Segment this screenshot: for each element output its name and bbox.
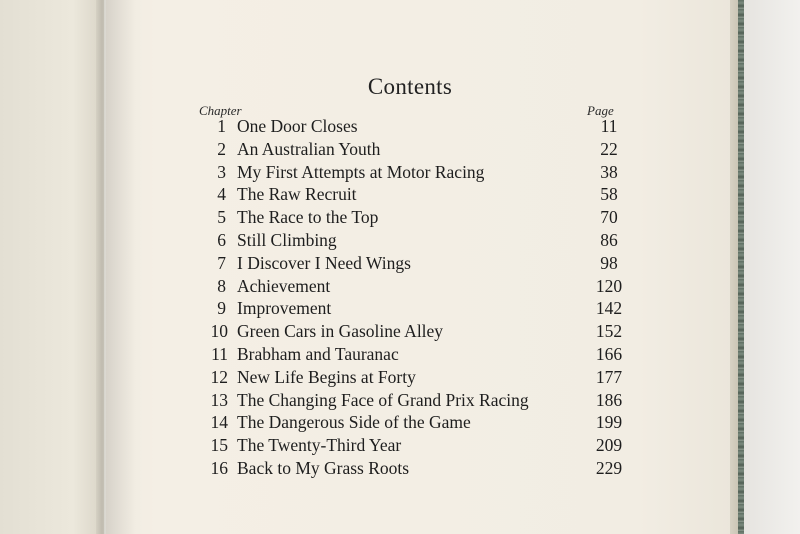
chapter-number: 5 (217, 207, 226, 228)
chapter-page: 229 (595, 458, 623, 478)
chapter-page: 86 (600, 230, 618, 250)
chapter-number: 15 (210, 435, 228, 456)
chapter-number: 2 (217, 138, 226, 159)
list-item (0, 457, 800, 479)
chapter-page: 70 (600, 207, 618, 228)
chapter-number: 6 (217, 230, 226, 250)
list-item (0, 206, 800, 228)
list-item (0, 115, 800, 137)
chapter-title: I Discover I Need Wings (237, 252, 411, 273)
chapter-title: Achievement (237, 275, 331, 296)
chapter-title: Improvement (237, 298, 332, 319)
list-item (0, 343, 800, 365)
chapter-page: 166 (595, 344, 623, 364)
chapter-title: Brabham and Tauranac (237, 344, 399, 364)
chapter-title: Still Climbing (237, 230, 337, 250)
list-item (0, 183, 800, 205)
chapter-page: 209 (595, 435, 623, 456)
list-item (0, 161, 800, 183)
chapter-title: The Changing Face of Grand Prix Racing (237, 389, 529, 410)
chapter-number: 10 (210, 321, 228, 342)
chapter-number: 12 (210, 366, 228, 387)
chapter-column-header: Chapter (199, 103, 242, 118)
list-item (0, 138, 800, 160)
chapter-number: 4 (217, 184, 226, 205)
chapter-number: 1 (217, 116, 226, 136)
list-item (0, 389, 800, 411)
chapter-page: 142 (595, 298, 623, 319)
chapter-number: 7 (217, 252, 226, 273)
chapter-title: New Life Begins at Forty (237, 366, 416, 387)
chapter-page: 177 (595, 366, 623, 387)
chapter-title: The Twenty-Third Year (237, 435, 402, 456)
list-item (0, 275, 800, 297)
list-item (0, 411, 800, 433)
chapter-title: Back to My Grass Roots (237, 458, 410, 478)
chapter-title: An Australian Youth (237, 138, 381, 159)
chapter-page: 186 (595, 389, 623, 410)
chapter-page: 11 (600, 116, 618, 136)
list-item (0, 366, 800, 388)
list-item (0, 297, 800, 319)
chapter-page: 38 (600, 161, 618, 182)
page-title: Contents (367, 74, 453, 99)
chapter-number: 8 (217, 275, 226, 296)
chapter-page: 120 (595, 275, 623, 296)
chapter-number: 14 (210, 412, 228, 433)
list-item (0, 229, 800, 251)
chapter-title: Green Cars in Gasoline Alley (237, 321, 444, 342)
list-item (0, 252, 800, 274)
chapter-number: 11 (211, 344, 228, 364)
chapter-title: The Dangerous Side of the Game (237, 412, 471, 433)
chapter-page: 199 (595, 412, 623, 433)
chapter-number: 16 (210, 458, 228, 478)
chapter-page: 22 (600, 138, 618, 159)
chapter-page: 58 (600, 184, 618, 205)
chapter-title: My First Attempts at Motor Racing (237, 161, 485, 182)
chapter-number: 9 (217, 298, 226, 319)
chapter-title: The Raw Recruit (237, 184, 357, 205)
page-column-header: Page (587, 103, 614, 118)
chapter-number: 3 (217, 161, 226, 182)
chapter-page: 152 (595, 321, 623, 342)
chapter-title: The Race to the Top (237, 207, 379, 228)
chapter-title: One Door Closes (237, 116, 358, 136)
chapter-number: 13 (210, 389, 228, 410)
list-item (0, 320, 800, 342)
list-item (0, 434, 800, 456)
chapter-page: 98 (600, 252, 618, 273)
